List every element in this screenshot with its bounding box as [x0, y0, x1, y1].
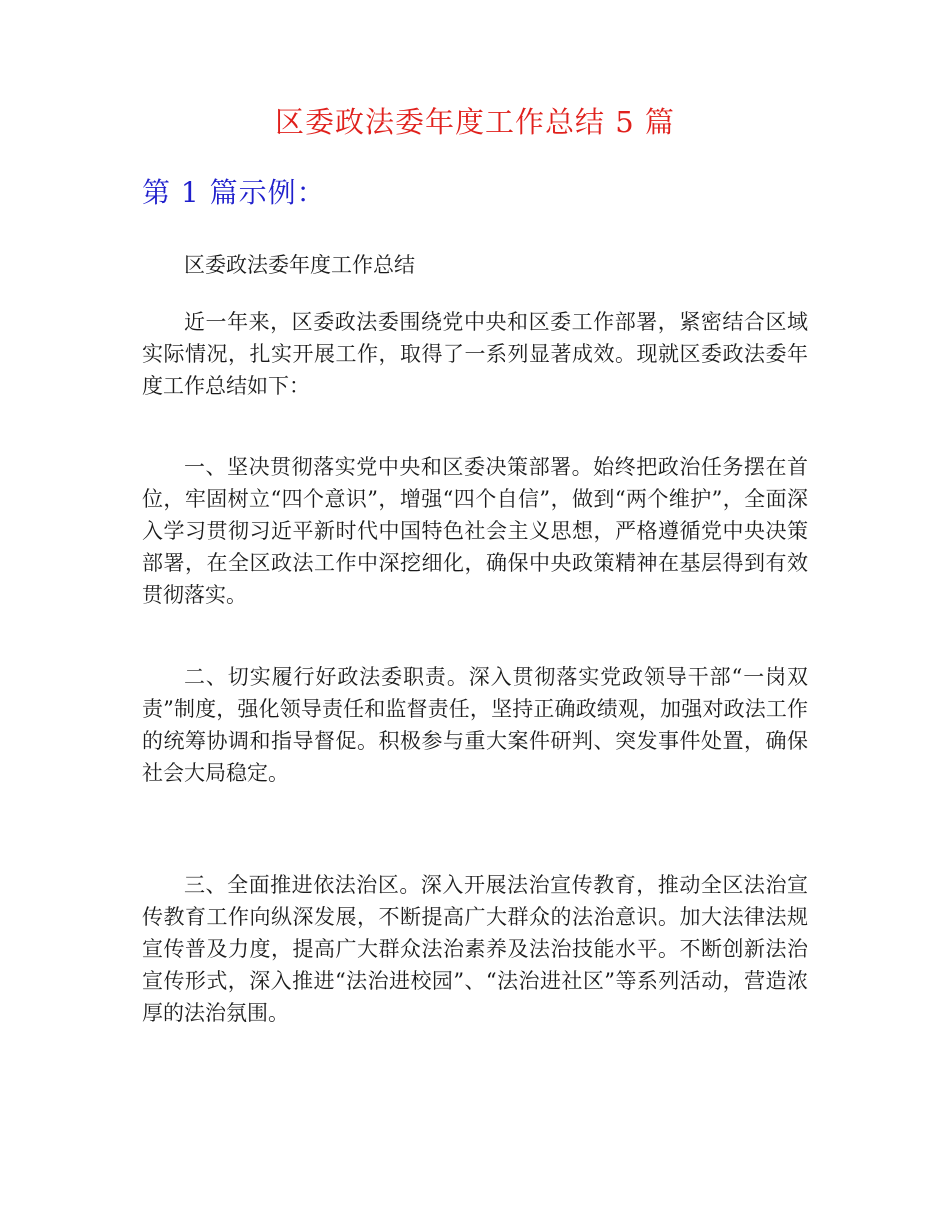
paragraph-intro: 近一年来，区委政法委围绕党中央和区委工作部署，紧密结合区域实际情况，扎实开展工作，取得了一系列显著成效。现就区委政法委年度工作总结如下：: [142, 310, 808, 398]
paragraph-item-2: 二、切实履行好政法委职责。深入贯彻落实党政领导干部“一岗双责”制度，强化领导责任和监督责任，坚持正确政绩观，加强对政法工作的统筹协调和指导督促。积极参与重大案件研判、突发事件处置，确保社会大局稳定。: [142, 665, 808, 785]
paragraph-item-3: 三、全面推进依法治区。深入开展法治宣传教育，推动全区法治宣传教育工作向纵深发展，不断提高广大群众的法治意识。加大法律法规宣传普及力度，提高广大群众法治素养及法治技能水平。不断创新法治宣传形式，深入推进“法治进校园”、“法治进社区”等系列活动，营造浓厚的法治氛围。: [142, 873, 808, 1025]
section-heading: 第 1 篇示例：: [142, 176, 326, 209]
document-title: 区委政法委年度工作总结 5 篇: [275, 105, 675, 139]
paragraph-item-1: 一、坚决贯彻落实党中央和区委决策部署。始终把政治任务摆在首位，牢固树立“四个意识”，增强“四个自信”，做到“两个维护”，全面深入学习贯彻习近平新时代中国特色社会主义思想，严格遵循党中央决策部署，在全区政法工作中深挖细化，确保中央政策精神在基层得到有效贯彻落实。: [142, 455, 808, 607]
document-subtitle: 区委政法委年度工作总结: [184, 253, 415, 277]
